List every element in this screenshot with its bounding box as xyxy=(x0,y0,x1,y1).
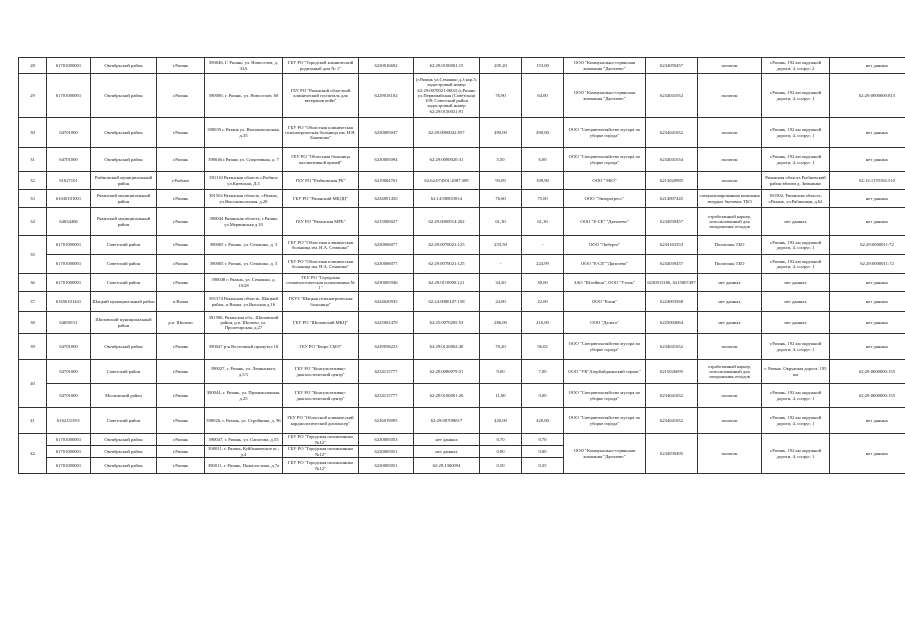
facility-type-cell: отработанный карьер, использованный для захоронения отходов xyxy=(698,208,762,236)
inn-cell: 6234091450 xyxy=(359,190,414,208)
inn-cell: 6224020935 xyxy=(359,292,414,312)
waste-transferred-cell: 22,00 xyxy=(522,292,564,312)
settlement-cell: г.Рязань xyxy=(157,118,205,148)
facility-cadastral-cell: нет данных xyxy=(830,58,905,74)
address-cell: 390005 г. Рязань, ул. Семашко, д. 3 xyxy=(205,236,283,255)
operator-cell: ЗАО "Шлейвон", ООО "Утиль" xyxy=(564,274,646,292)
organization-cell: ГБУ РО "Областная клиническая психиатрическая больница им. Н.Н. Баженова" xyxy=(283,118,359,148)
facility-cadastral-cell: нет данных xyxy=(830,208,905,236)
waste-transferred-cell: 30,00 xyxy=(522,274,564,292)
waste-generated-cell: 61,30 xyxy=(480,208,522,236)
inn-cell: 6229058223 xyxy=(359,334,414,360)
row-number-cell: 31 xyxy=(19,148,47,172)
oktmo-cell: 64701000 xyxy=(47,384,91,408)
inn-cell: 6230005051 xyxy=(359,446,414,458)
facility-type-cell: полигон xyxy=(698,408,762,434)
facility-address-cell: г.Рязань, 192 км окружной дороги, 4, сооруг. 1 xyxy=(762,384,830,408)
waste-generated-cell: 5,50 xyxy=(480,148,522,172)
facility-address-cell: нет данных xyxy=(762,208,830,236)
waste-transferred-cell: 9,00 xyxy=(522,384,564,408)
district-cell: Советский район xyxy=(91,360,157,384)
waste-generated-cell: 9,00 xyxy=(480,360,522,384)
inn-cell: 6230005047 xyxy=(359,118,414,148)
district-cell: Шиловский муниципальный район xyxy=(91,312,157,334)
operator-inn-cell: 6234059457 xyxy=(646,58,698,74)
facility-type-cell: полигон xyxy=(698,334,762,360)
table-row xyxy=(19,58,905,74)
address-cell: 390047 р-н Восточный промузел 18 xyxy=(205,334,283,360)
settlement-cell: г.Рязань xyxy=(157,408,205,434)
operator-inn-cell: 6234163353 xyxy=(646,236,698,255)
facility-cadastral-cell: нет данных xyxy=(830,434,905,474)
facility-address-cell: г.Рязань, 192 км окружной дороги, 4, сооруг. 1 xyxy=(762,74,830,118)
organization-cell: ГБУ РО "Шиловский МКЦ" xyxy=(283,312,359,334)
facility-address-cell: 391502, Рязанская область, г.Рязань, ул.Рябиновая, д.62 xyxy=(762,190,830,208)
settlement-cell: г.Рязань xyxy=(157,274,205,292)
table-row xyxy=(19,255,905,274)
district-cell: Октябрьский район xyxy=(91,58,157,74)
table-row xyxy=(19,408,905,434)
cadastral-number-cell: 62:14:0080100:4 xyxy=(414,190,480,208)
table-row xyxy=(19,334,905,360)
inn-cell: 6219004761 xyxy=(359,172,414,190)
cadastral-number-cell: 62:29:0080079:51 xyxy=(414,360,480,384)
address-cell: 391500, Рязанская обл., Шиловский район, р.п. Шилово, ул. Пролетарская, д.27 xyxy=(205,312,283,334)
facility-type-cell: полигон xyxy=(698,172,762,190)
inn-cell: 6230006077 xyxy=(359,255,414,274)
table-row xyxy=(19,172,905,190)
facility-cadastral-cell: 62:29:0000000:815 xyxy=(830,74,905,118)
row-number-cell: 42 xyxy=(19,434,47,474)
facility-type-cell: полигон xyxy=(698,118,762,148)
operator-cell: ООО "Спецавтохозяйство мусора по уборке города" xyxy=(564,384,646,408)
district-cell: Советский район xyxy=(91,274,157,292)
waste-generated-cell: 253,50 xyxy=(480,236,522,255)
operator-inn-cell: 6214007445 xyxy=(646,190,698,208)
facility-address-cell: г.Рязань, 192 км окружной дороги, 4, сооруг. 1 xyxy=(762,255,830,274)
cadastral-number-cell: нет данных xyxy=(414,434,480,446)
waste-transferred-cell: 216,00 xyxy=(522,312,564,334)
organization-cell: ГБУ РО "Областная клиническая больница им. Н.А. Семашко" xyxy=(283,255,359,274)
address-cell: 390026, г. Рязань, ул. Стройкина, д. 96 xyxy=(205,408,283,434)
settlement-cell: г.Рязань xyxy=(157,334,205,360)
waste-transferred-cell: 0,70 xyxy=(522,434,564,446)
cadastral-number-cell: 62:29:0070021:125 xyxy=(414,255,480,274)
inn-cell: 6230005053 xyxy=(359,434,414,446)
settlement-cell: г.Рязань xyxy=(157,148,205,172)
address-cell: 390047, г. Рязань, ул. Сапогова, д.55 xyxy=(205,434,283,446)
inn-cell: 6230006077 xyxy=(359,236,414,255)
operator-inn-cell: 6234041652 xyxy=(646,334,698,360)
waste-transferred-cell: 7,00 xyxy=(522,360,564,384)
organization-cell: ГБУ РО "Консультативно-диагностический центр" xyxy=(283,384,359,408)
cadastral-number-cell: (г.Рязань ул.Семашко д.3 кор.3; кадастровый номер 62:29:0070021:0002) (г.Рязань ул.Первомайская (Советская) 109; Советский район кадастровый номер 62:29:0150031:91 xyxy=(414,74,480,118)
oktmo-cell: 61701000001 xyxy=(47,458,91,474)
waste-transferred-cell: 109,90 xyxy=(522,172,564,190)
district-cell: Октябрьский район xyxy=(91,148,157,172)
settlement-cell: р.п. Шилово xyxy=(157,312,205,334)
waste-generated-cell: 0,70 xyxy=(480,434,522,446)
settlement-cell: г.Рязань xyxy=(157,236,205,255)
facility-type-cell: Полигоны ТБО xyxy=(698,236,762,255)
facility-type-cell: отработанный карьер, использованный для захоронения отходов xyxy=(698,360,762,384)
waste-transferred-cell: 0,35 xyxy=(522,458,564,474)
facility-address-cell: Рязанская область Рыбновский район вблизи д. Зимнинко xyxy=(762,172,830,190)
oktmo-cell: 64658151 xyxy=(47,312,91,334)
table-row xyxy=(19,274,905,292)
table-row xyxy=(19,74,905,118)
cadastral-number-cell: 62:29:0070069:7 xyxy=(414,408,480,434)
organization-cell: ГБУ РО "Рязанский областной клинический госпиталь для ветеранов войн" xyxy=(283,74,359,118)
operator-inn-cell: 6234041652 xyxy=(646,408,698,434)
facility-address-cell: г.Рязань, 192 км окружной дороги, 4, сооруг. 1 xyxy=(762,148,830,172)
waste-generated-cell: 286,00 xyxy=(480,312,522,334)
row-number-cell: 38 xyxy=(19,312,47,334)
facility-cadastral-cell: нет данных xyxy=(830,274,905,292)
inn-cell: 6230016692 xyxy=(359,58,414,74)
waste-generated-cell: 93,09 xyxy=(480,172,522,190)
operator-inn-cell: 6234041652 xyxy=(646,118,698,148)
facility-address-cell: г.Рязань, 192 км окружной дороги, 4, сооруг. 1 xyxy=(762,118,830,148)
operator-inn-cell: 6234041652 xyxy=(646,384,698,408)
oktmo-cell: 6162151051 xyxy=(47,408,91,434)
cadastral-number-cell: 62:29:0000042:057 xyxy=(414,118,480,148)
table-row xyxy=(19,312,905,334)
cadastral-number-cell: 62:29:0000014:202 xyxy=(414,208,480,236)
organization-cell: ГБУ РО "Областная больница паллиативной врачей" xyxy=(283,148,359,172)
oktmo-cell: 61701000001 xyxy=(47,446,91,458)
table-row xyxy=(19,236,905,255)
settlement-cell: г.Рязань xyxy=(157,384,205,408)
facility-type-cell: полигон xyxy=(698,74,762,118)
district-cell: Октябрьский район xyxy=(91,334,157,360)
organization-cell: ГБУ РО "Городская поликлиника №12" xyxy=(283,458,359,474)
facility-cadastral-cell: нет данных xyxy=(830,292,905,312)
waste-generated-cell: 24,00 xyxy=(480,292,522,312)
settlement-cell: г.Рязань xyxy=(157,58,205,74)
facility-type-cell: полигон xyxy=(698,434,762,474)
operator-cell: ООО "Е-СЕ""Дягилево" xyxy=(564,255,646,274)
operator-inn-cell: 6234041654 xyxy=(646,148,698,172)
row-number-cell: 35 xyxy=(19,236,47,274)
cadastral-number-cell: 62:29:1300094 xyxy=(414,458,480,474)
district-cell: Рыбновский муниципальный район xyxy=(91,172,157,190)
oktmo-cell: 61701000001 xyxy=(47,236,91,255)
facility-cadastral-cell: 62:13:1170104:510 xyxy=(830,172,905,190)
facility-type-cell: нет данных xyxy=(698,312,762,334)
settlement-cell: г.Рыбное xyxy=(157,172,205,190)
operator-inn-cell: 6213020985 xyxy=(646,172,698,190)
district-cell: Советский район xyxy=(91,236,157,255)
address-cell: 391374 Рязанская область, Шацкий район, п.Выша, ул.Высокая д.16 xyxy=(205,292,283,312)
cadastral-number-cell: 62:24:0080107:158 xyxy=(414,292,480,312)
cadastral-number-cell: нет данных xyxy=(414,446,480,458)
oktmo-cell: 61656101441 xyxy=(47,292,91,312)
facility-address-cell: г.Рязань, 192 км окружной дороги, 4, сооруг. 1 xyxy=(762,434,830,474)
facility-cadastral-cell: нет данных xyxy=(830,190,905,208)
waste-transferred-cell: 64,00 xyxy=(522,74,564,118)
address-cell: 390044 Рязанская область, г.Рязань ул.Мервинская д.10 xyxy=(205,208,283,236)
table-row xyxy=(19,118,905,148)
address-cell: 391502 Рязанская область, г.Рязань, ул.Высоковольтная, д.20 xyxy=(205,190,283,208)
facility-type-cell: полигон xyxy=(698,384,762,408)
operator-inn-cell: 6234041052 xyxy=(646,74,698,118)
operator-cell: ООО "Дельта" xyxy=(564,312,646,334)
district-cell: Шацкий муниципальный район xyxy=(91,292,157,312)
waste-generated-cell: 0,80 xyxy=(480,446,522,458)
cadastral-number-cell: 62:29:0100001:15 xyxy=(414,58,480,74)
facility-cadastral-cell: нет данных xyxy=(830,408,905,434)
row-number-cell: 39 xyxy=(19,334,47,360)
oktmo-cell: 61701000001 xyxy=(47,434,91,446)
district-cell: Октябрьский район xyxy=(91,446,157,458)
table-row xyxy=(19,360,905,384)
facility-type-cell: нет данных xyxy=(698,274,762,292)
settlement-cell: г.Рязань xyxy=(157,190,205,208)
facility-cadastral-cell: 62:29:0000011:72 xyxy=(830,236,905,255)
cadastral-number-cell: 62:29:0100001:26 xyxy=(414,384,480,408)
address-cell: 390044, г. Рязань, ул. Промышленная, д.25 xyxy=(205,384,283,408)
facility-address-cell: нет данных xyxy=(762,292,830,312)
facility-type-cell: нет данных xyxy=(698,292,762,312)
organization-cell: ГБУ РО "Консультативно-диагностический центр" xyxy=(283,360,359,384)
table-row xyxy=(19,208,905,236)
operator-inn-cell: 6225004064 xyxy=(646,312,698,334)
waste-transferred-cell: 75,00 xyxy=(522,190,564,208)
district-cell: Рязанский муниципальный район xyxy=(91,208,157,236)
settlement-cell: г.Рязань xyxy=(157,360,205,384)
address-cell: 390011, г. Рязань, Пожалостина, д.7а xyxy=(205,458,283,474)
waste-transferred-cell: 61,30 xyxy=(522,208,564,236)
facility-address-cell: г.Рязань, 192 км окружной дороги, 4, сооруг. 2 xyxy=(762,58,830,74)
row-number-cell: 34 xyxy=(19,208,47,236)
district-cell: Октябрьский район xyxy=(91,74,157,118)
facility-cadastral-cell: 62:29:0000000:155 xyxy=(830,384,905,408)
operator-cell: ООО "УК"Азербайджанский сервис" xyxy=(564,360,646,384)
waste-registry-table xyxy=(18,57,905,474)
inn-cell: 6234115777 xyxy=(359,384,414,408)
operator-inn-cell: 6234039457 xyxy=(646,208,698,236)
address-cell: 390027, г. Рязань, ул. Ленинского, д.5/1 xyxy=(205,360,283,384)
operator-cell: ООО "Е-СЕ" "Дягилево" xyxy=(564,208,646,236)
waste-generated-cell: 34,20 xyxy=(480,274,522,292)
facility-cadastral-cell: нет данных xyxy=(830,118,905,148)
operator-inn-cell: 6234039495 xyxy=(646,434,698,474)
operator-cell: ООО "ЭКО" xyxy=(564,172,646,190)
table-row xyxy=(19,148,905,172)
oktmo-cell: 64634406 xyxy=(47,208,91,236)
row-number-cell: 41 xyxy=(19,408,47,434)
facility-cadastral-cell: нет данных xyxy=(830,334,905,360)
registry-sheet xyxy=(18,57,895,474)
oktmo-cell: 61627101 xyxy=(47,172,91,190)
row-number-cell: 33 xyxy=(19,190,47,208)
inn-cell: 6229016102 xyxy=(359,74,414,118)
waste-generated-cell: 76,90 xyxy=(480,74,522,118)
waste-generated-cell: 11,00 xyxy=(480,384,522,408)
address-cell: 391110 Рязанская область г.Рыбное ул.Киевская, Д.3 xyxy=(205,172,283,190)
waste-transferred-cell: 490,00 xyxy=(522,118,564,148)
address-cell: 390048 г. Рязань, ул. Семашко, д. 10/28 xyxy=(205,274,283,292)
waste-generated-cell: 70,20 xyxy=(480,334,522,360)
operator-cell: ООО "Коммунально-сервисная компания "Дягилево" xyxy=(564,434,646,474)
operator-cell: ООО "Спецавтохозяйство мусора по уборке города" xyxy=(564,408,646,434)
row-number-cell: 30 xyxy=(19,118,47,148)
organization-cell: ГБУ РО "Рыбновская РБ" xyxy=(283,172,359,190)
inn-cell: 6215000027 xyxy=(359,208,414,236)
facility-cadastral-cell: нет данных xyxy=(830,312,905,334)
inn-cell: 6234115777 xyxy=(359,360,414,384)
settlement-cell: г.Рязань xyxy=(157,446,205,458)
facility-address-cell: г.Рязань, 192 км окружной дороги, 4, сооруг. 1 xyxy=(762,236,830,255)
facility-address-cell: нет данных xyxy=(762,312,830,334)
facility-type-cell: полигон xyxy=(698,58,762,74)
organization-cell: ГБУ РО "Городской клинический родильный дом № 1" xyxy=(283,58,359,74)
organization-cell: ГБУ РО "Рязанский МКДЦ" xyxy=(283,190,359,208)
waste-generated-cell: 0,50 xyxy=(480,458,522,474)
inn-cell: 6216019095 xyxy=(359,408,414,434)
operator-cell: ООО "Спецавтохозяйство мусора по уборке города" xyxy=(564,148,646,172)
oktmo-cell: 64701000 xyxy=(47,118,91,148)
operator-inn-cell: 6215026095 xyxy=(646,360,698,384)
organization-cell: ГБУ РО "Городская поликлиника №12" xyxy=(283,434,359,446)
inn-cell: 6230005094 xyxy=(359,148,414,172)
operator-cell: ООО "Спецавтохозяйство мусора по уборке города" xyxy=(564,334,646,360)
oktmo-cell: 61630101001 xyxy=(47,190,91,208)
operator-cell: ООО "Клин" xyxy=(564,292,646,312)
waste-transferred-cell: - xyxy=(522,236,564,255)
settlement-cell: г.Рязань xyxy=(157,255,205,274)
organization-cell: ГБУ РО "Бюро СМЭ" xyxy=(283,334,359,360)
facility-type-cell: Полигоны ТБО xyxy=(698,255,762,274)
facility-address-cell: г.Рязань, 192 км окружной дороги, 4, сооруг. 1 xyxy=(762,334,830,360)
district-cell: Московский район xyxy=(91,384,157,408)
organization-cell: ГБУ РО "Рязанская МРБ" xyxy=(283,208,359,236)
row-number-cell: 32 xyxy=(19,172,47,190)
facility-address-cell: нет данных xyxy=(762,274,830,292)
facility-type-cell: полигон xyxy=(698,148,762,172)
address-cell: 390046 г.Рязань ул. Спортивная, д. 7 xyxy=(205,148,283,172)
waste-transferred-cell: 420,00 xyxy=(522,408,564,434)
cadastral-number-cell: 62:25:0070205:53 xyxy=(414,312,480,334)
organization-cell: ГБУ РО "Городская поликлиника №12" xyxy=(283,446,359,458)
waste-generated-cell: - xyxy=(480,255,522,274)
inn-cell: 6230005946 xyxy=(359,274,414,292)
address-cell: 390046, Г. Рязань, ул. Новоселов, д. 33А xyxy=(205,58,283,74)
cadastral-number-cell: 62:62:074501:2087:309 xyxy=(414,172,480,190)
oktmo-cell: 64701000 xyxy=(47,148,91,172)
settlement-cell: г.Рязань xyxy=(157,74,205,118)
cadastral-number-cell: 62:29:0120002:40 xyxy=(414,334,480,360)
facility-type-cell: специализированная компания твердых бытовых ТБО xyxy=(698,190,762,208)
district-cell: Октябрьский район xyxy=(91,434,157,446)
row-number-cell: 37 xyxy=(19,292,47,312)
settlement-cell: г.Рязань xyxy=(157,458,205,474)
district-cell: Советский район xyxy=(91,255,157,274)
oktmo-cell: 61701000001 xyxy=(47,74,91,118)
row-number-cell: 40 xyxy=(19,360,47,408)
waste-generated-cell: 205,20 xyxy=(480,58,522,74)
operator-inn-cell: 6224003568 xyxy=(646,292,698,312)
facility-address-cell: г. Рязань. Окружная дорога. 195 км xyxy=(762,360,830,384)
organization-cell: ГБУ РО "Областная клиническая больница им. Н.А. Семашко" xyxy=(283,236,359,255)
address-cell: 390000, г. Рязань, ул. Новоселов, 60 xyxy=(205,74,283,118)
facility-address-cell: г.Рязань, 192 км окружной дороги, 4, сооруг. 1 xyxy=(762,408,830,434)
address-cell: 390035 г. Рязань ул. Высоковольтная, д.35 xyxy=(205,118,283,148)
operator-cell: ООО "Коммунально-сервисная компания "Дягилево" xyxy=(564,58,646,74)
facility-cadastral-cell: 62:29:0000000:155 xyxy=(830,360,905,384)
district-cell: Советский район xyxy=(91,408,157,434)
cadastral-number-cell: 62:29:0090020:31 xyxy=(414,148,480,172)
settlement-cell: п.Выша xyxy=(157,292,205,312)
operator-cell: ООО "Коммунально-сервисная компания "Дягилево" xyxy=(564,74,646,118)
operator-cell: ООО "Экопрогресс" xyxy=(564,190,646,208)
settlement-cell: г.Рязань xyxy=(157,208,205,236)
operator-cell: ООО "Спецавтохозяйство мусора по уборке города" xyxy=(564,118,646,148)
row-number-cell: 29 xyxy=(19,74,47,118)
oktmo-cell: 61701000001 xyxy=(47,255,91,274)
inn-cell: 6230005051 xyxy=(359,458,414,474)
district-cell: Рязанский муниципальный район xyxy=(91,190,157,208)
waste-transferred-cell: 56,02 xyxy=(522,334,564,360)
waste-transferred-cell: 153,00 xyxy=(522,58,564,74)
waste-transferred-cell: 6,00 xyxy=(522,148,564,172)
table-row xyxy=(19,292,905,312)
organization-cell: ГБУ РО "Областной клинический кардиологический диспансер" xyxy=(283,408,359,434)
cadastral-number-cell: 62:29:0070021:125 xyxy=(414,236,480,255)
waste-generated-cell: 490,00 xyxy=(480,118,522,148)
address-cell: 390011, г. Рязань, Куйбышевское ш., д.4 xyxy=(205,446,283,458)
inn-cell: 6225002470 xyxy=(359,312,414,334)
settlement-cell: г.Рязань xyxy=(157,434,205,446)
operator-cell: ООО "Либерта" xyxy=(564,236,646,255)
waste-transferred-cell: 0,80 xyxy=(522,446,564,458)
facility-cadastral-cell: нет данных xyxy=(830,148,905,172)
oktmo-cell: 64701000 xyxy=(47,334,91,360)
cadastral-number-cell: 62:29:0110000:121 xyxy=(414,274,480,292)
table-row xyxy=(19,190,905,208)
address-cell: 390005 г. Рязань, ул. Семашко, д. 3 xyxy=(205,255,283,274)
operator-inn-cell: 6234039457 xyxy=(646,255,698,274)
table-row xyxy=(19,384,905,408)
organization-cell: ГКУЗ "Шацкая психиатрическая больница" xyxy=(283,292,359,312)
oktmo-cell: 61701000001 xyxy=(47,274,91,292)
row-number-cell: 36 xyxy=(19,274,47,292)
oktmo-cell: 61701000001 xyxy=(47,58,91,74)
waste-generated-cell: 76,60 xyxy=(480,190,522,208)
operator-inn-cell: 6230013166, 6215007497 xyxy=(646,274,698,292)
row-number-cell: 28 xyxy=(19,58,47,74)
waste-generated-cell: 420,00 xyxy=(480,408,522,434)
district-cell: Октябрьский район xyxy=(91,118,157,148)
facility-cadastral-cell: 62:29:0000011:72 xyxy=(830,255,905,274)
table-row xyxy=(19,434,905,446)
organization-cell: ГБУ РО "Городская стоматологическая поликлиника № 1" xyxy=(283,274,359,292)
district-cell: Октябрьский район xyxy=(91,458,157,474)
waste-transferred-cell: 224,99 xyxy=(522,255,564,274)
oktmo-cell: 64701000 xyxy=(47,360,91,384)
